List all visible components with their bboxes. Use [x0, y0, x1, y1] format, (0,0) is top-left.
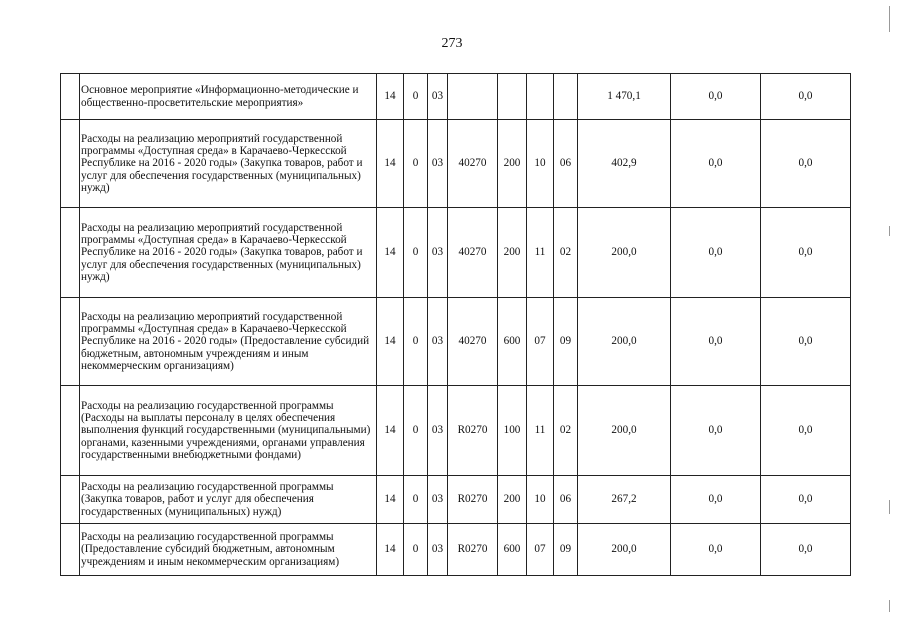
scan-edge-mark: [889, 500, 890, 514]
target-code-cell: [448, 74, 498, 120]
table-body: [61, 74, 851, 576]
subsection-cell: 06: [554, 120, 578, 208]
code-1-cell: 14: [377, 386, 404, 476]
subsection-cell: 09: [554, 524, 578, 576]
amount-1-cell: 200,0: [578, 386, 671, 476]
amount-1-cell: 267,2: [578, 476, 671, 524]
row-description: Расходы на реализацию государственной программы (Предоставление субсидий бюджетным, автономным учреждениям и иным некоммерческим организациям): [80, 524, 377, 576]
table-row: [61, 476, 851, 524]
section-cell: 10: [527, 476, 554, 524]
code-2-cell: 0: [404, 208, 428, 298]
section-cell: 07: [527, 298, 554, 386]
code-2-cell: 0: [404, 298, 428, 386]
subsection-cell: 09: [554, 298, 578, 386]
expense-type-cell: 200: [498, 120, 527, 208]
subsection-cell: 02: [554, 208, 578, 298]
code-3-cell: 03: [428, 208, 448, 298]
table-row: [61, 386, 851, 476]
amount-3-cell: 0,0: [761, 476, 851, 524]
target-code-cell: R0270: [448, 476, 498, 524]
code-3-cell: 03: [428, 524, 448, 576]
row-margin-cell: [61, 74, 80, 120]
amount-1-cell: 200,0: [578, 524, 671, 576]
row-description: Расходы на реализацию мероприятий государственной программы «Доступная среда» в Карачаево-Черкесской Республике на 2016 - 2020 годы» (Закупка товаров, работ и услуг для обеспечения государственных (муниципальных) нужд): [80, 208, 377, 298]
section-cell: [527, 74, 554, 120]
amount-2-cell: 0,0: [671, 386, 761, 476]
code-1-cell: 14: [377, 120, 404, 208]
code-3-cell: 03: [428, 74, 448, 120]
amount-1-cell: 200,0: [578, 298, 671, 386]
table-row: [61, 524, 851, 576]
amount-2-cell: 0,0: [671, 74, 761, 120]
expense-type-cell: 100: [498, 386, 527, 476]
row-description: Расходы на реализацию государственной программы (Расходы на выплаты персоналу в целях обеспечения выполнения функций государственными (муниципальными) органами, казенными учреждениями, органами управления государственными внебюджетными фондами): [80, 386, 377, 476]
table-row: [61, 298, 851, 386]
amount-3-cell: 0,0: [761, 524, 851, 576]
code-3-cell: 03: [428, 386, 448, 476]
row-margin-cell: [61, 524, 80, 576]
amount-3-cell: 0,0: [761, 386, 851, 476]
row-description: Расходы на реализацию мероприятий государственной программы «Доступная среда» в Карачаево-Черкесской Республике на 2016 - 2020 годы» (Предоставление субсидий бюджетным, автономным учреждениям и иным некоммерческим организациям): [80, 298, 377, 386]
expense-type-cell: [498, 74, 527, 120]
subsection-cell: 02: [554, 386, 578, 476]
subsection-cell: 06: [554, 476, 578, 524]
row-margin-cell: [61, 476, 80, 524]
target-code-cell: 40270: [448, 298, 498, 386]
code-2-cell: 0: [404, 120, 428, 208]
section-cell: 07: [527, 524, 554, 576]
row-margin-cell: [61, 208, 80, 298]
target-code-cell: R0270: [448, 524, 498, 576]
code-1-cell: 14: [377, 476, 404, 524]
amount-1-cell: 402,9: [578, 120, 671, 208]
code-3-cell: 03: [428, 476, 448, 524]
budget-table: [60, 73, 851, 576]
scan-edge-mark: [889, 600, 890, 612]
code-2-cell: 0: [404, 524, 428, 576]
row-margin-cell: [61, 120, 80, 208]
amount-3-cell: 0,0: [761, 208, 851, 298]
amount-1-cell: 1 470,1: [578, 74, 671, 120]
code-2-cell: 0: [404, 74, 428, 120]
target-code-cell: R0270: [448, 386, 498, 476]
code-1-cell: 14: [377, 524, 404, 576]
code-1-cell: 14: [377, 74, 404, 120]
amount-2-cell: 0,0: [671, 298, 761, 386]
amount-2-cell: 0,0: [671, 524, 761, 576]
section-cell: 10: [527, 120, 554, 208]
row-description: Расходы на реализацию государственной программы (Закупка товаров, работ и услуг для обеспечения государственных (муниципальных) нужд): [80, 476, 377, 524]
row-margin-cell: [61, 386, 80, 476]
code-1-cell: 14: [377, 208, 404, 298]
amount-2-cell: 0,0: [671, 120, 761, 208]
amount-1-cell: 200,0: [578, 208, 671, 298]
subsection-cell: [554, 74, 578, 120]
expense-type-cell: 200: [498, 208, 527, 298]
code-2-cell: 0: [404, 476, 428, 524]
section-cell: 11: [527, 208, 554, 298]
code-3-cell: 03: [428, 120, 448, 208]
amount-2-cell: 0,0: [671, 208, 761, 298]
scan-edge-mark: [889, 226, 890, 236]
table-row: [61, 120, 851, 208]
expense-type-cell: 600: [498, 524, 527, 576]
row-description: Расходы на реализацию мероприятий государственной программы «Доступная среда» в Карачаево-Черкесской Республике на 2016 - 2020 годы» (Закупка товаров, работ и услуг для обеспечения государственных (муниципальных) нужд): [80, 120, 377, 208]
amount-3-cell: 0,0: [761, 120, 851, 208]
section-cell: 11: [527, 386, 554, 476]
scan-edge-mark: [889, 6, 890, 32]
amount-2-cell: 0,0: [671, 476, 761, 524]
row-description: Основное мероприятие «Информационно-методические и общественно-просветительские мероприятия»: [80, 74, 377, 120]
expense-type-cell: 200: [498, 476, 527, 524]
row-margin-cell: [61, 298, 80, 386]
table-row: [61, 74, 851, 120]
table-row: [61, 208, 851, 298]
amount-3-cell: 0,0: [761, 74, 851, 120]
expense-type-cell: 600: [498, 298, 527, 386]
code-1-cell: 14: [377, 298, 404, 386]
amount-3-cell: 0,0: [761, 298, 851, 386]
target-code-cell: 40270: [448, 208, 498, 298]
code-3-cell: 03: [428, 298, 448, 386]
target-code-cell: 40270: [448, 120, 498, 208]
code-2-cell: 0: [404, 386, 428, 476]
page-number: 273: [441, 36, 463, 51]
